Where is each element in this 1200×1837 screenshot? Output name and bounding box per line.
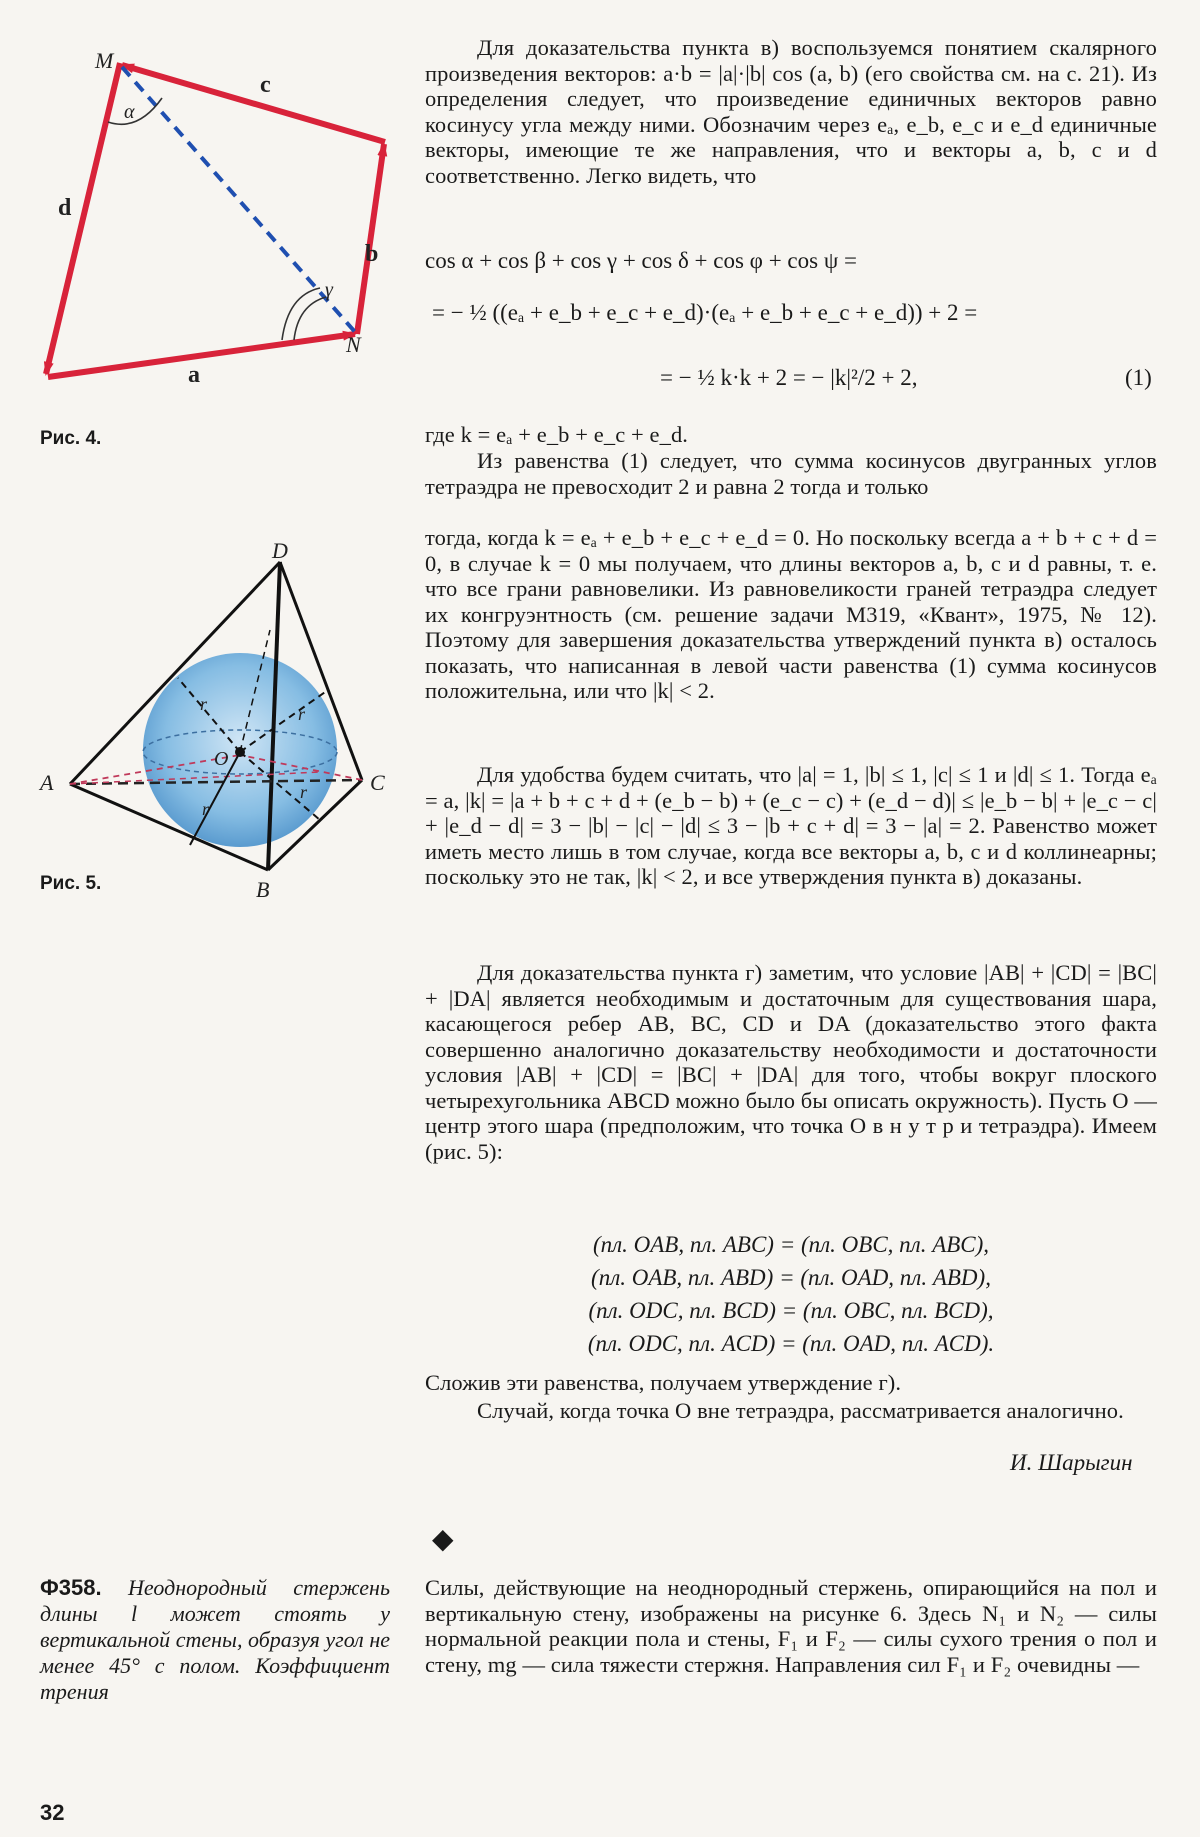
label-alpha: α [124,101,135,123]
equation-row: (пл. OAB, пл. ABC) = (пл. OBC, пл. ABC), [592,1232,990,1257]
equation-row: (пл. ODC, пл. ACD) = (пл. OAD, пл. ACD). [587,1331,995,1356]
diagonal-MN [122,67,355,332]
problem-statement [40,1575,390,1705]
paragraph-6: Сложив эти равенства, получаем утверждение г). [425,1370,902,1395]
equation-line-3: = − ½ k·k + 2 = − |k|²/2 + 2, [660,365,918,390]
label-O: O [214,748,229,770]
vector-c [122,65,385,142]
label-D: D [272,540,288,563]
paragraph-4: Для удобства будем считать, что |a| = 1, |b| ≤ 1, |c| ≤ 1 и |d| ≤ 1. Тогда eₐ = a, |k| = |a + b + c + d + (e_b − b) + (e_c − c) + (e_d − d)| ≤ |e_b − b| + |e_c − c| + |e_d − d| = 3 − |b| − |c| − |d| ≤ 3 − |b + c + d| = 3 − |a| = 2. Равенство может иметь место лишь в том случае, когда все векторы a, b, c и d коллинеарны; поскольку это не так, |k| < 2, и все утверждения пункта в) доказаны. [425,762,1157,889]
paragraph-1: Для доказательства пункта в) воспользуемся понятием скалярного произведения векторов: a·b = |a|·|b| cos (a, b) (его свойства см. на с. 21). Из определения следует, что произведение единичных векторов равно косинусу угла между ними. Обозначим через eₐ, e_b, e_c и e_d единичные векторы, имеющие те же направления, что и векторы a, b, c и d соответственно. Легко видеть, что [425,35,1157,188]
author-signature: И. Шарыгин [1010,1450,1133,1475]
label-A: A [40,770,54,795]
equation-line-1: cos α + cos β + cos γ + cos δ + cos φ + cos ψ = [425,248,857,273]
paragraph-2: Из равенства (1) следует, что сумма косинусов двугранных углов тетраэдра не превосходит 2 и равна 2 тогда и только [425,448,1157,499]
equation-row: (пл. OAB, пл. ABD) = (пл. OAD, пл. ABD), [591,1265,991,1290]
problem-text: Неоднородный стержень длины l может стоять у вертикальной стены, образуя угол не менее 45° с полом. Коэффициент трения [40,1575,390,1704]
section-divider-diamond: ◆ [432,1524,454,1555]
svg-text:r: r [298,704,306,724]
label-B: B [256,877,270,902]
svg-text:r: r [202,799,210,819]
paragraph-8: Силы, действующие на неоднородный стержень, опирающийся на пол и вертикальную стену, изображены на рисунке 6. Здесь N₁ и N₂ — силы нормальной реакции пола и стены, F₁ и F₂ — силы сухого трения о пол и стену, mg — сила тяжести стержня. Направления сил F₁ и F₂ очевидны — [425,1575,1157,1677]
label-r: r [200,694,208,714]
figure-4-caption: Рис. 4. [40,428,102,449]
equation-line-2: = − ½ ((eₐ + e_b + e_c + e_d)·(eₐ + e_b + e_c + e_d)) + 2 = [432,300,978,325]
label-gamma: γ [325,279,333,301]
problem-label: Ф358. [40,1575,102,1600]
vector-a [48,334,355,377]
figure-5-caption: Рис. 5. [40,873,102,894]
angle-gamma-arc [282,288,320,340]
paragraph-3: тогда, когда k = eₐ + e_b + e_c + e_d = 0. Но поскольку всегда a + b + c + d = 0, в случае k = 0 мы получаем, что длины векторов a, b, c и d равны, т. е. что все грани равновелики. Из равновеликости граней тетраэдра следует их конгруэнтность (см. решение задачи М319, «Квант», 1975, № 12). Поэтому для завершения доказательства утверждений пункта в) осталось показать, что написанная в левой части равенства (1) сумма косинусов положительна, или что |k| < 2. [425,525,1157,703]
paragraph-7: Случай, когда точка O вне тетраэдра, рассматривается аналогично. [477,1398,1124,1423]
label-M: M [95,48,114,73]
label-d: d [58,195,72,221]
label-N: N [346,332,361,357]
figure-5-tetrahedron [30,540,410,910]
svg-text:r: r [300,782,308,802]
label-C: C [370,770,385,795]
paragraph-5: Для доказательства пункта г) заметим, что условие |AB| + |CD| = |BC| + |DA| является необходимым и достаточным для существования шара, касающегося ребер AB, BC, CD и DA (доказательство этого факта совершенно аналогично доказательству необходимости и достаточности условия |AB| + |CD| = |BC| + |DA| для того, чтобы вокруг плоского четырехугольника ABCD можно было бы описать окружность). Пусть O — центр этого шара (предположим, что точка O в н у т р и тетраэдра). Имеем (рис. 5): [425,960,1157,1164]
page-number: 32 [40,1800,65,1825]
equation-row: (пл. ODC, пл. BCD) = (пл. OBC, пл. BCD), [588,1298,994,1323]
where-line: где k = eₐ + e_b + e_c + e_d. [425,422,689,447]
equation-number-1: (1) [1125,365,1152,390]
center-O-dot [235,747,245,757]
label-b: b [365,241,379,267]
equation-block [425,1228,1157,1360]
vector-b [357,144,384,334]
label-c: c [260,72,271,98]
label-a: a [188,362,200,388]
figure-4-quadrilateral [20,40,400,400]
